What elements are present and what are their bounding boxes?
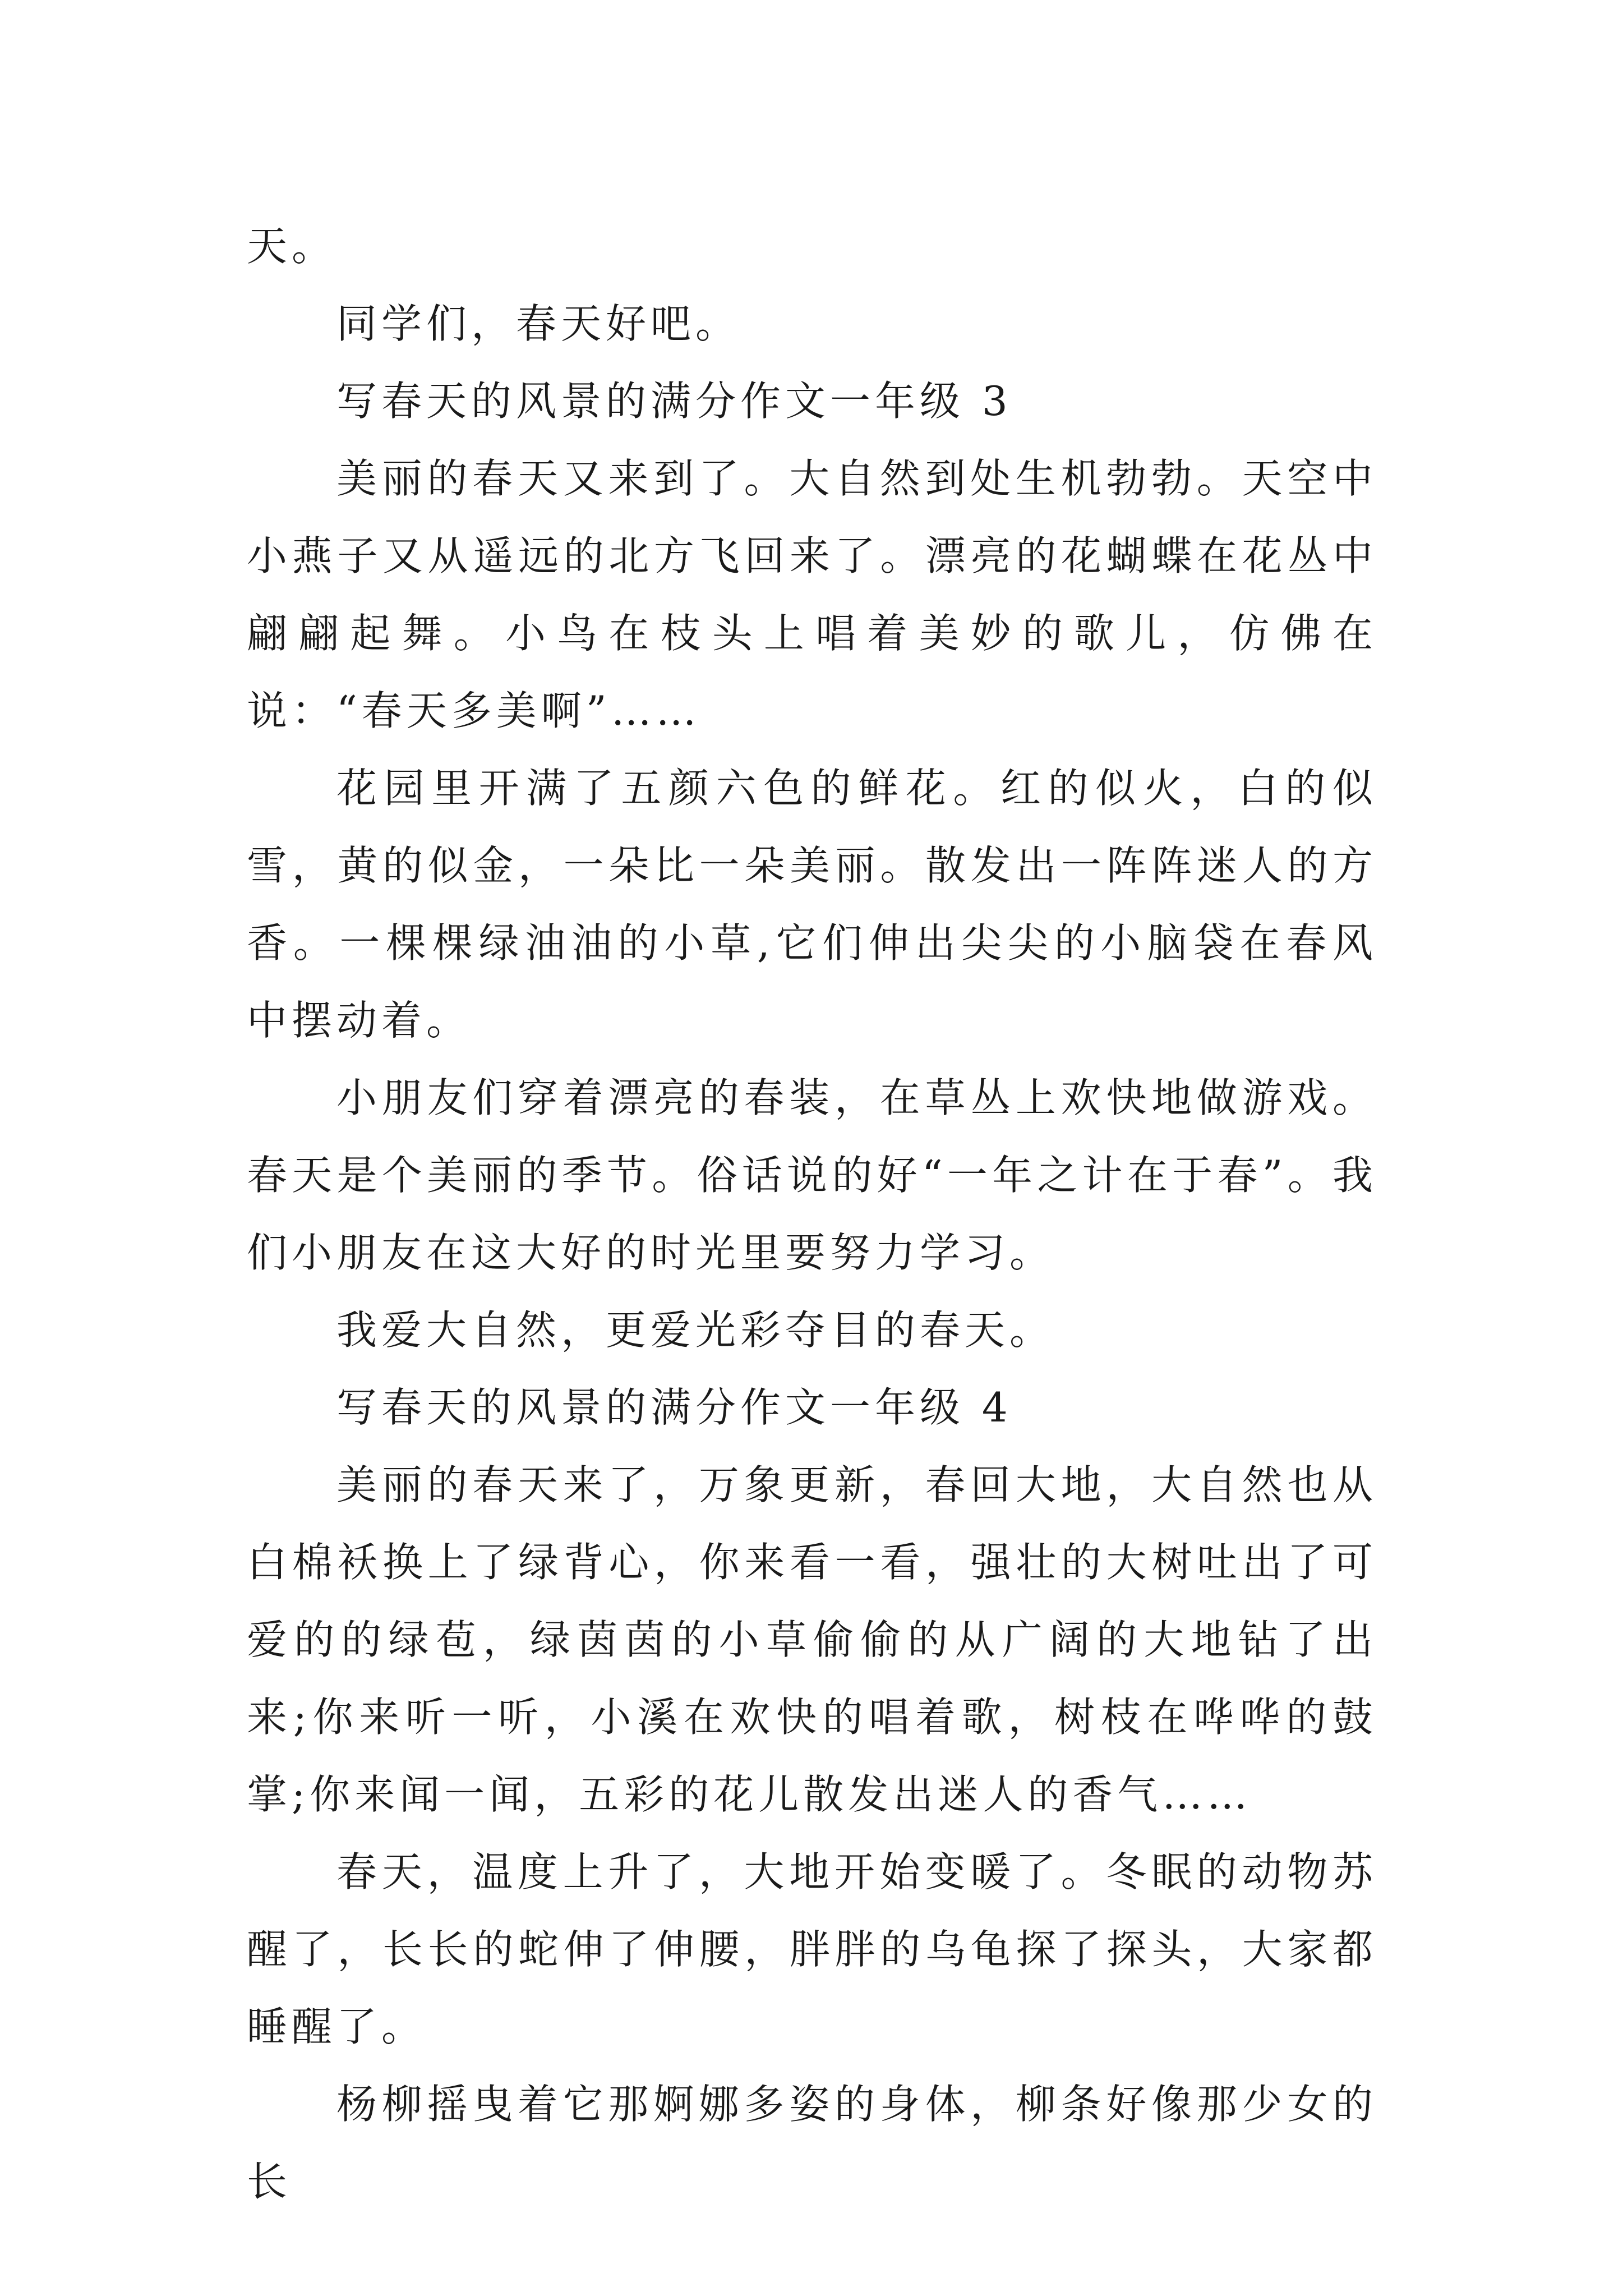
paragraph: 春天，温度上升了，大地开始变暖了。冬眠的动物苏醒了，长长的蛇伸了伸腰，胖胖的乌龟探了探头，大家都睡醒了。 [247,1848,1377,2050]
section-heading-3: 写春天的风景的满分作文一年级 3 [336,378,1012,425]
paragraph: 小朋友们穿着漂亮的春装，在草丛上欢快地做游戏。春天是个美丽的季节。俗话说的好“一年之计在于春”。我们小朋友在这大好的时光里要努力学习。 [247,1074,1377,1276]
section-heading-4: 写春天的风景的满分作文一年级 4 [336,1384,1012,1431]
paragraph: 同学们，春天好吧。 [336,300,741,347]
paragraph: 我爱大自然，更爱光彩夺目的春天。 [336,1306,1055,1354]
paragraph: 美丽的春天来了，万象更新，春回大地，大自然也从白棉袄换上了绿背心，你来看一看，强壮的大树吐出了可爱的的绿苞，绿茵茵的小草偷偷的从广阔的大地钻了出来;你来听一听，小溪在欢快的唱着歌，树枝在哗哗的鼓掌;你来闻一闻，五彩的花儿散发出迷人的香气…… [247,1461,1377,1818]
document-body [247,208,1377,2220]
paragraph: 美丽的春天又来到了。大自然到处生机勃勃。天空中小燕子又从遥远的北方飞回来了。漂亮的花蝴蝶在花丛中翩翩起舞。小鸟在枝头上唱着美妙的歌儿，仿佛在说：“春天多美啊”…… [247,455,1377,734]
paragraph: 杨柳摇曳着它那婀娜多姿的身体，柳条好像那少女的长 [247,2081,1377,2205]
paragraph-continuation: 天。 [247,223,337,270]
paragraph: 花园里开满了五颜六色的鲜花。红的似火，白的似雪，黄的似金，一朵比一朵美丽。散发出一阵阵迷人的方香。一棵棵绿油油的小草,它们伸出尖尖的小脑袋在春风中摆动着。 [247,765,1377,1044]
